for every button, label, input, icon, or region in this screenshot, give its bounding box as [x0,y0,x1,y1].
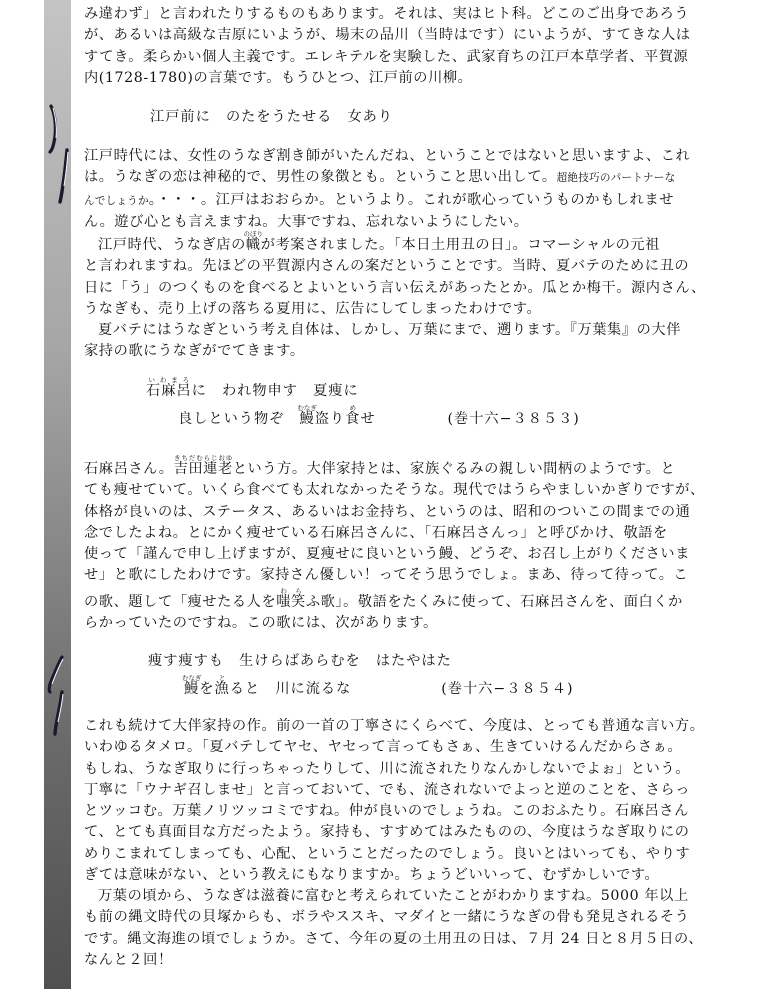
poem-line: 痩す痩すも 生けらばあらむを はたやはた [148,653,452,669]
manyoshu-poem-3853 [146,376,706,432]
text-line: ん。遊び心とも言えますね。大事ですね、忘れないようにしたい。 [84,213,529,230]
text-line: て、とても真面目な方だったよう。家持も、すすめてはみたものの、今度はうなぎ取りにの [84,824,690,841]
ruby-nobori: 幟のぼり [243,230,264,253]
ink-mark-2 [52,148,74,204]
text-line: すてき。柔らかい個人主義です。エレキテルを実験した、武家育ちの江戸本草学者、平賀源 [84,48,689,65]
text-line: ても痩せていて。いくら食べても太れなかったそうな。現代ではうらやましいかぎりですが、 [84,482,705,499]
ruby-kichida: 吉田連老きちだむらじおゆ [173,454,233,477]
text-line: ぎては意味がない、という教えにもなりますか。ちょうどいいって、むずかしいです。 [84,867,660,884]
paragraph-gennai-quote [84,4,744,89]
text-line: 内(1728-1780)の言葉です。もうひとつ、江戸前の川柳。 [84,69,473,86]
text-line: 丁寧に「ウナギ召しませ」と言っておいて、でも、流されないでよっと逆のことを、さらっ [84,781,691,798]
poem-line: 鰻むなぎを漁とると 川に流るな (巻十六−３８５４) [148,674,708,702]
text-line: 石麻呂さん。吉田連老きちだむらじおゆという方。大伴家持とは、家族ぐるみの親しい間柄のようです。と [84,454,676,477]
text-line: せ」と歌にしたわけです。家持さん優しい！ってそう思うでしょ。まあ、待って待って。こ [84,567,689,584]
manyoshu-poem-3854 [148,648,708,702]
text-line: 家持の歌にうなぎがでてきます。 [84,343,305,360]
text-line: なんと２回！ [84,951,173,968]
text-line: 江戸時代には、女性のうなぎ割き師がいたんだね、ということではないと思いますよ、これ [84,148,691,164]
ink-mark-4 [48,690,70,736]
text-line: 使って「謹んで申し上げますが、夏痩せに良いという鰻、どうぞ、お召し上がりくださいま [84,546,691,563]
text-line: 江戸時代、うなぎ店の幟のぼりが考案されました。「本日土用丑の日」。コマーシャルの元祖 [98,230,660,253]
text-line: 夏バテにはうなぎという考え自体は、しかし、万葉にまで、遡ります。『万葉集』の大伴 [98,322,681,339]
paragraph-edo-commentary [84,146,744,233]
text-line: めりこまれてしまっても、心配、ということだったのでしょう。良いとはいっても、やりす [84,845,691,862]
text-line: これも続けて大伴家持の作。前の一首の丁寧さにくらべて、今度は、とっても普通な言い方。 [84,718,705,734]
poem-reference: (巻十六−３８５４) [441,681,574,697]
text-line: とツッコむ。万葉ノリツッコミですね。仲が良いのでしょうね。このおふたり。石麻呂さん [84,803,689,820]
text-line: は。うなぎの恋は神秘的で、男性の象徴とも。ということ思い出して。超絶技巧のパートナーな [84,169,676,186]
paragraph-iwamaro [84,454,744,634]
text-line: の歌、題して「痩せたる人を嗤笑わらふ歌」。敬語をたくみに使って、石麻呂さんを、面白くか [84,586,683,610]
text-line: が、あるいは高級な吉原にいようが、場末の品川（当時はです）にいようが、すてきな人は [84,27,691,44]
ink-mark-1 [44,104,70,154]
text-line: です。縄文海進の頃でしょうか。さて、今年の夏の土用丑の日は、７月 24 日と８月５日の、 [84,930,703,947]
paragraph-nobori [84,230,744,363]
text-line: 念でしたよね。とにかく痩せている石麻呂さんに、「石麻呂さんっ」と呼びかけ、敬語を [84,524,668,541]
text-line: と言われますね。先ほどの平賀源内さんの案だということです。当時、夏バテのために丑の [84,258,690,275]
text-line: うなぎも、売り上げの落ちる夏用に、広告にしてしまったわけです。 [84,300,542,317]
text-line: 万葉の頃から、うなぎは滋養に富むと考えられていたことがわかりますね。5000 年以上 [98,888,689,904]
text-line: もしね、うなぎ取りに行っちゃったりして、川に流されたりなんかしないでよぉ」という。 [84,760,691,777]
text-line: んでしょうか。・・・。江戸はおおらか。というより。これが歌心っていうものかもしれませ [84,191,675,208]
ruby-warau: 嗤笑わら [276,586,306,610]
senryu-verse: 江戸前に のたをうたせる 女あり [150,109,394,125]
poem-line: 石麻呂いわまろに われ物申す 夏痩に [146,376,359,399]
paragraph-tameguchi [84,716,744,886]
ink-mark-3 [44,654,70,694]
text-line: み違わず」と言われたりするものもあります。それは、実はヒト科。どこのご出身であろう [84,6,690,22]
poem-reference: (巻十六−３８５３) [447,411,580,427]
poem-line: 良しという物ぞ 鰻むなぎ盗り食めせ (巻十六−３８５３) [146,404,706,432]
text-line: も前の縄文時代の貝塚からも、ボラやススキ、マダイと一緒にうなぎの骨も発見されるそう [84,909,690,926]
text-line: 体格が良いのは、ステータス、あるいはお金持ち、というのは、昭和のついこの間までの通 [84,503,691,520]
paragraph-jomon [84,886,744,971]
text-line: いわゆるタメロ。「夏バテしてヤセ、ヤセって言ってもさぁ、生きていけるんだからさぁ。 [84,739,683,756]
text-line: 日に「う」のつくものを食べるとよいという言い伝えがあったとか。瓜とか梅干。源内さん、 [84,279,706,296]
text-line: らかっていたのですね。この歌には、次があります。 [84,615,438,632]
